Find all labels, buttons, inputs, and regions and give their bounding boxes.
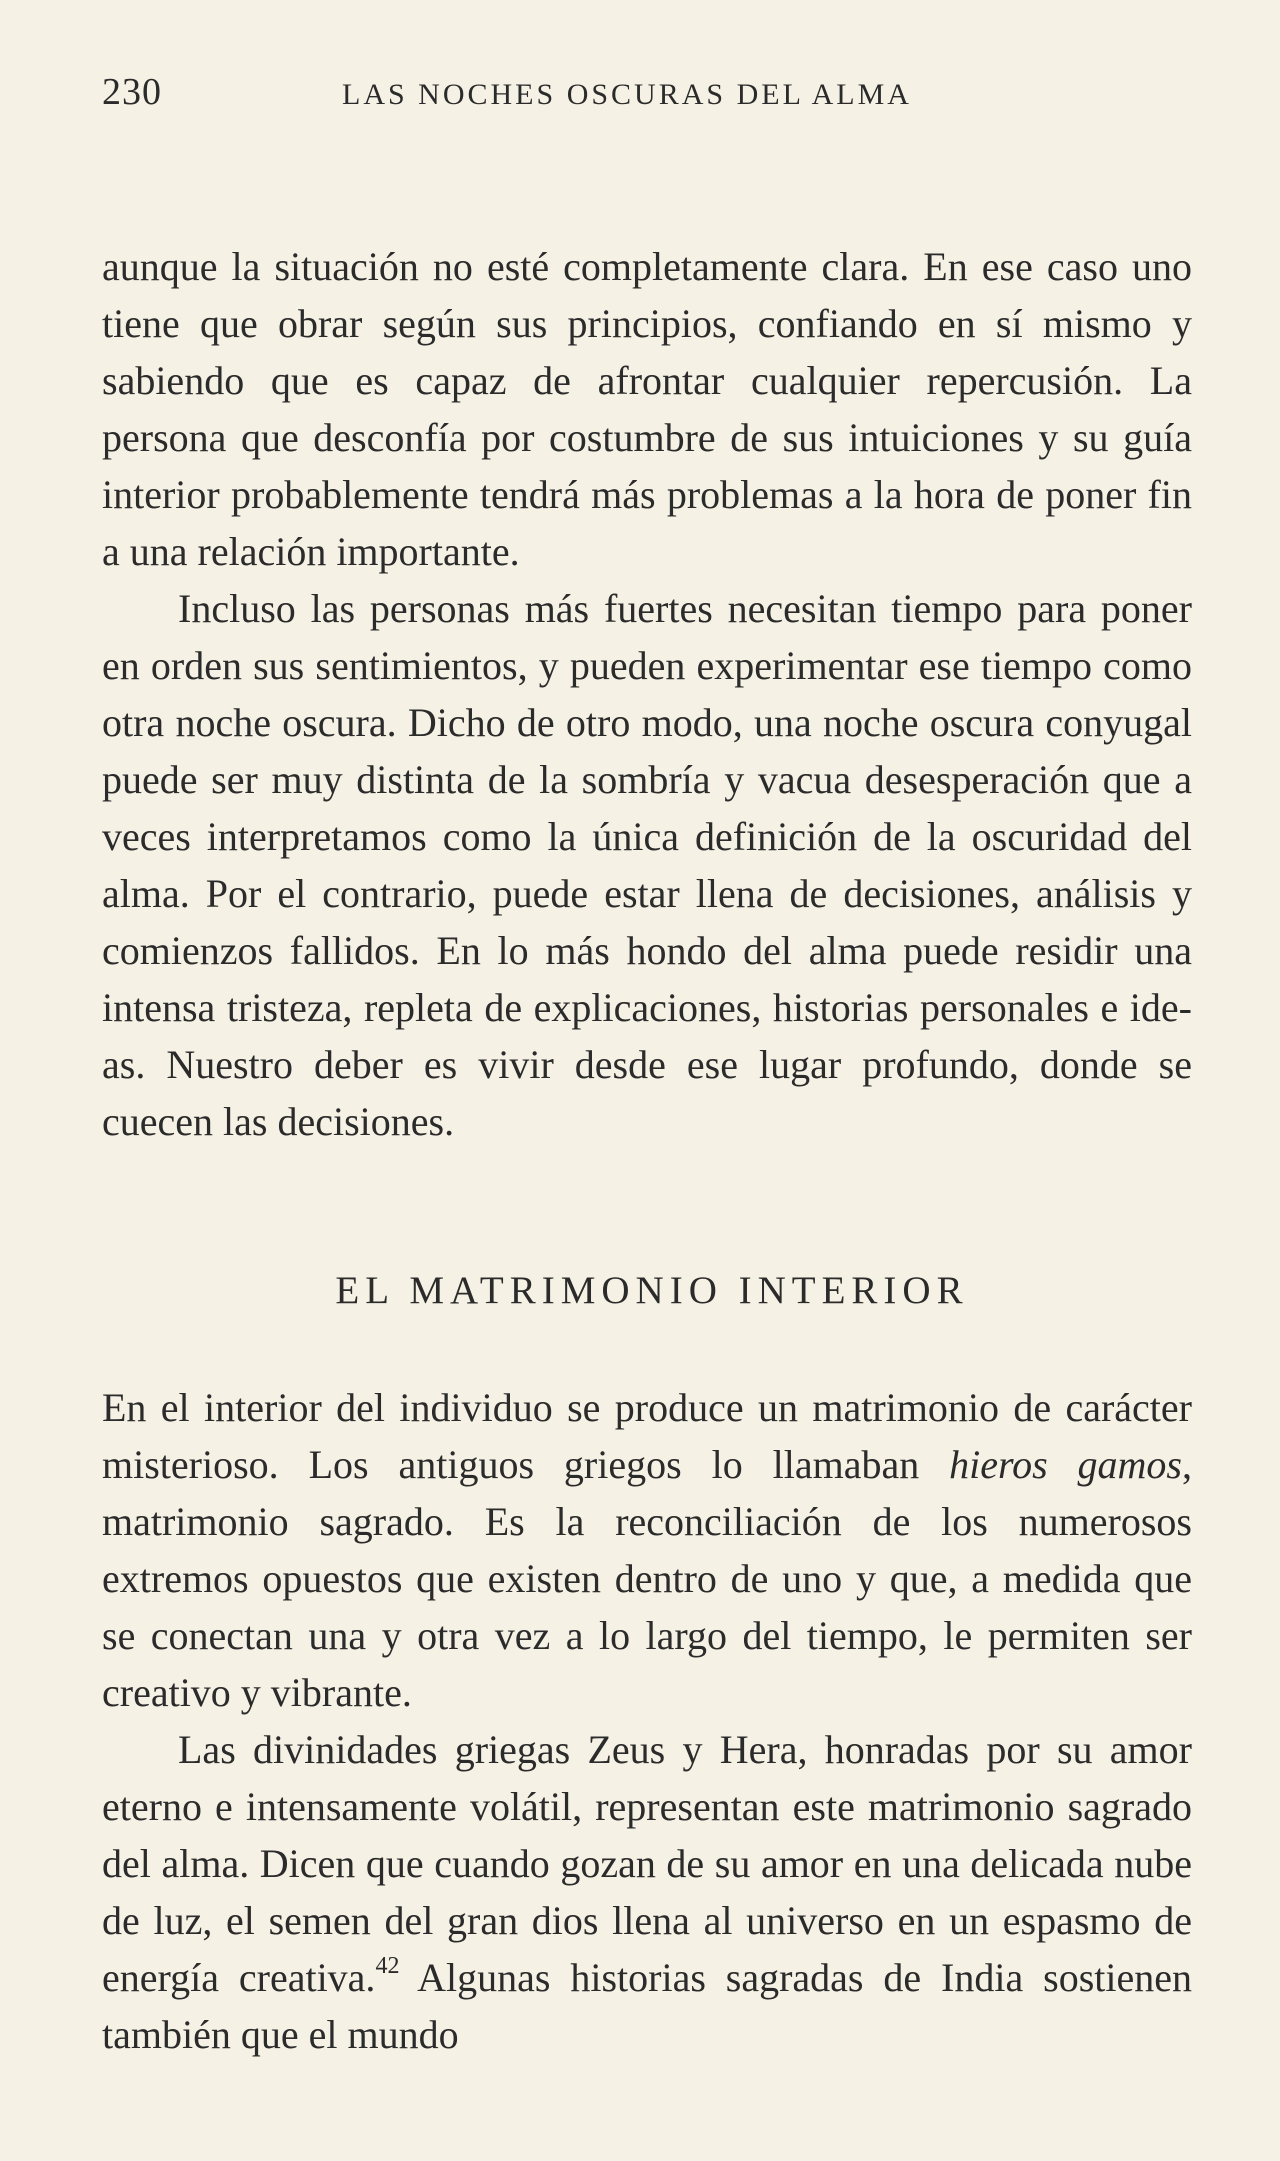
section-matrimonio-interior (102, 1268, 1192, 2063)
section-heading: EL MATRIMONIO INTERIOR (335, 1269, 969, 1312)
paragraph-1: aunque la situación no esté completamente clara. En ese caso uno tiene que obrar según sus principios, confiando en sí mismo y sabiendo que es capaz de afrontar cualquier repercusión. La persona que desconfía por costumbre de sus intuiciones y su guía interior probablemente tendrá más problemas a la hora de poner fin a una relación importante. (102, 244, 1192, 574)
paragraph-3-italic-term: hieros gamos (949, 1442, 1182, 1487)
paragraph-4 (102, 1721, 1192, 2063)
running-header (102, 70, 1192, 130)
page-number: 230 (102, 71, 162, 113)
paragraph-4-text-a: Las divinidades griegas Zeus y Hera, honradas por su amor eterno e intensamente volátil, representan este matrimonio sagrado del alma. Dicen que cuando gozan de su amor en una delicada nube de luz, el semen del gran dios llena al universo en un espasmo de energía creativa. (102, 1727, 1192, 2000)
section-body (102, 1379, 1192, 2063)
paragraph-3-text-b: , matrimonio sagrado. Es la reconciliación de los numerosos extremos opuestos que existen dentro de uno y que, a medida que se conectan una y otra vez a lo largo del tiempo, le permiten ser creativo y vibrante. (102, 1442, 1192, 1715)
paragraph-2: Incluso las personas más fuertes necesitan tiempo para poner en orden sus sentimientos, y pueden experimentar ese tiempo como otra noche oscura. Dicho de otro modo, una noche oscura conyugal puede ser muy distinta de la sombría y vacua desesperación que a veces interpretamos como la única definición de la oscuridad del alma. Por el contrario, puede estar llena de decisiones, análisis y comienzos fallidos. En lo más hondo del alma puede residir una intensa tristeza, repleta de explicaciones, historias personales e ideas. Nuestro deber es vivir desde ese lugar profundo, donde se cuecen las decisiones. (102, 586, 1192, 1144)
footnote-marker[interactable]: 42 (375, 1953, 400, 1979)
paragraph-3 (102, 1379, 1192, 1721)
paragraph-4-text-b: Algunas historias sagradas de India sostienen también que el mundo (102, 1955, 1192, 2057)
running-title: LAS NOCHES OSCURAS DEL ALMA (342, 78, 912, 111)
paragraph-3-text-a: En el interior del individuo se produce un matrimonio de carácter misterioso. Los antiguos griegos lo llamaban (102, 1385, 1192, 1487)
